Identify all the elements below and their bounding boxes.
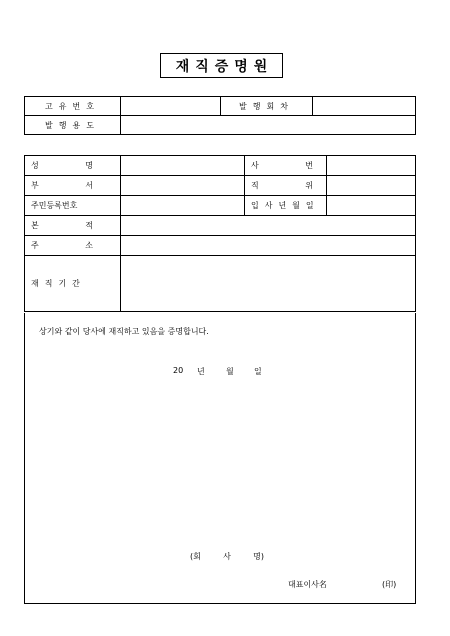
certification-section [24, 313, 416, 604]
issue-date [173, 366, 262, 377]
domicile-label: 본 적 [31, 221, 93, 230]
hire-date-label: 입사년월일 [245, 196, 327, 216]
address-label: 주 소 [31, 241, 93, 250]
purpose-field[interactable] [121, 116, 416, 135]
issue-count-label: 발행회차 [221, 97, 313, 116]
seal-mark: (印) [382, 580, 397, 589]
department-label: 부 서 [31, 181, 93, 190]
employment-period-field[interactable] [121, 256, 416, 312]
employee-info-table [24, 155, 416, 312]
name-field[interactable] [121, 156, 245, 176]
date-day-label: 일 [254, 367, 262, 376]
date-prefix: 20 [173, 366, 184, 375]
purpose-label: 발행용도 [25, 116, 121, 135]
issuance-table [24, 96, 416, 135]
resident-no-label: 주민등록번호 [25, 196, 121, 216]
employee-no-label: 사 번 [251, 161, 313, 170]
id-number-field[interactable] [121, 97, 221, 116]
certification-statement: 상기와 같이 당사에 재직하고 있음을 증명합니다. [39, 327, 209, 336]
id-number-label: 고유번호 [25, 97, 121, 116]
date-year-label: 년 [197, 367, 205, 376]
employment-period-label: 재직기간 [25, 256, 121, 312]
issue-count-field[interactable] [313, 97, 416, 116]
position-label: 직 위 [251, 181, 313, 190]
department-field[interactable] [121, 176, 245, 196]
domicile-field[interactable] [121, 216, 416, 236]
hire-date-field[interactable] [326, 196, 415, 216]
ceo-name-label: 대표이사名 [288, 580, 327, 589]
document-title: 재직증명원 [160, 53, 283, 78]
address-field[interactable] [121, 236, 416, 256]
company-name-label: (회 사 명) [190, 552, 264, 561]
resident-no-field[interactable] [121, 196, 245, 216]
employee-no-field[interactable] [326, 156, 415, 176]
date-month-label: 월 [226, 367, 234, 376]
position-field[interactable] [326, 176, 415, 196]
name-label: 성 명 [31, 161, 93, 170]
